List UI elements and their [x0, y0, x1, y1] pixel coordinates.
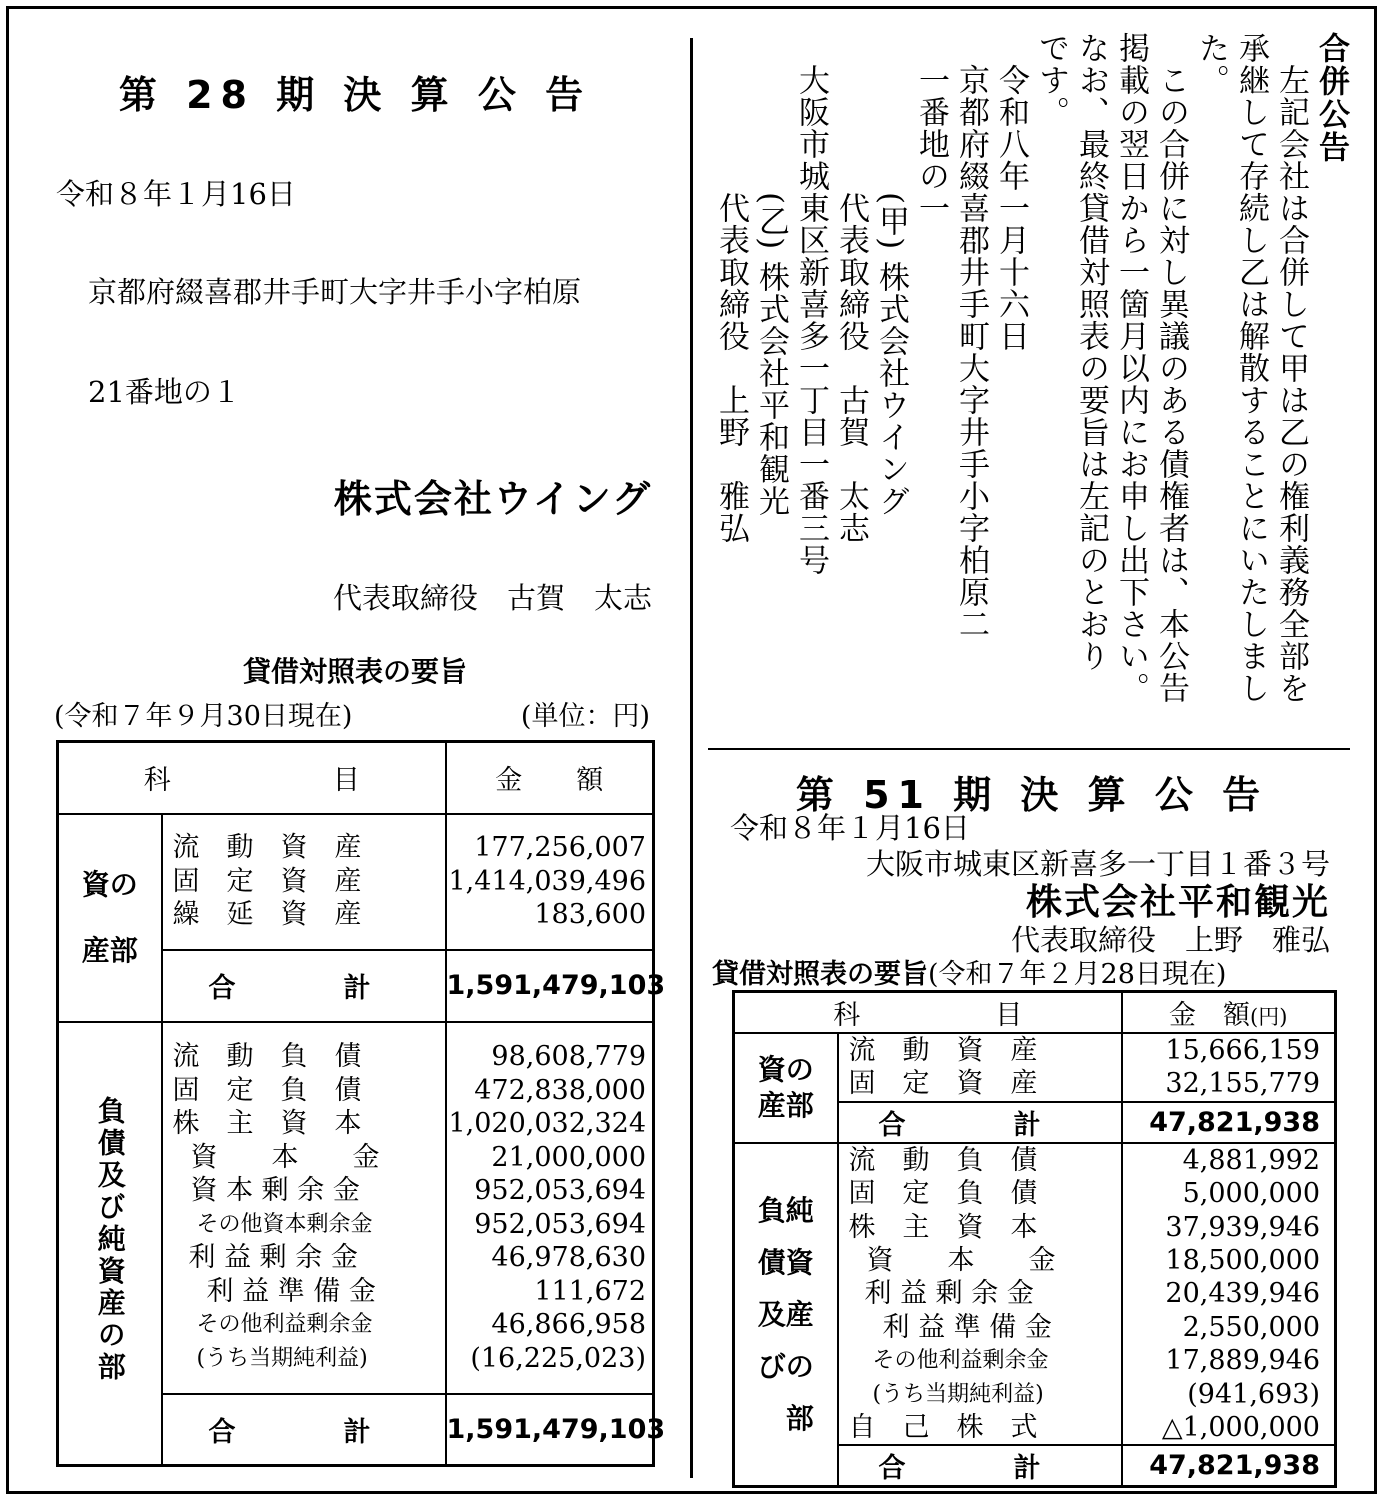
merger-notice-line: 掲載の翌日から一箇月以内にお申し出下さい。 [1113, 32, 1149, 704]
right-company-name: 株式会社平和観光 [1025, 882, 1330, 923]
liabilities-total-label: 合 計 [162, 1394, 446, 1466]
line-item: 固 定 資 産 [848, 1068, 1038, 1100]
left-bs-date: (令和７年９月30日現在) [54, 701, 353, 732]
line-item: 21,000,000 [491, 1141, 646, 1173]
line-item: △1,000,000 [1161, 1411, 1320, 1443]
line-item: 98,608,779 [491, 1041, 646, 1072]
merger-notice-line: 代表取締役 上野 雅弘 [713, 32, 749, 544]
line-item: 繰 延 資 産 [172, 899, 362, 931]
header-item: 科 目 [734, 992, 1122, 1034]
left-representative: 代表取締役 古賀 太志 [332, 581, 652, 615]
line-item: 自 己 株 式 [848, 1411, 1038, 1443]
line-item: その他利益剰余金 [196, 1312, 373, 1337]
merger-notice-line: 大阪市城東区新喜多一丁目一番三号 [793, 32, 829, 576]
line-item: 資 本 金 [190, 1141, 380, 1173]
assets-total-label: 合 計 [838, 1102, 1122, 1143]
assets-total: 47,821,938 [1122, 1102, 1336, 1143]
left-notice-date: 令和８年１月16日 [56, 177, 296, 211]
line-item: 20,439,946 [1165, 1278, 1320, 1310]
line-item: その他利益剰余金 [872, 1348, 1049, 1374]
line-item: 32,155,779 [1165, 1068, 1320, 1100]
line-item: 資 本 金 [866, 1244, 1056, 1276]
merger-notice-line: 承継して存続し乙は解散することにいたしまし [1233, 32, 1269, 704]
merger-notice-line: (甲) 株式会社ウイング [873, 32, 909, 518]
liabilities-section-label [58, 1022, 162, 1466]
merger-notice-line: 一番地の一 [913, 32, 949, 224]
liabilities-total: 1,591,479,103 [446, 1394, 654, 1466]
left-balance-sheet [56, 740, 666, 1467]
line-item: 1,020,032,324 [448, 1108, 646, 1139]
line-item: 流 動 資 産 [172, 832, 362, 864]
line-item: 固 定 負 債 [172, 1074, 362, 1106]
line-item: 固 定 資 産 [172, 865, 362, 897]
right-address: 大阪市城東区新喜多一丁目１番３号 [865, 847, 1330, 881]
right-bs-heading [712, 952, 1226, 991]
line-item: 472,838,000 [474, 1074, 646, 1106]
line-item: 利 益 剰 余 金 [188, 1242, 358, 1273]
merger-notice-line: 京都府綴喜郡井手町大字井手小字柏原二 [953, 32, 989, 640]
left-bs-unit: (単位：円) [520, 701, 650, 732]
line-item: 流 動 負 債 [848, 1144, 1038, 1176]
line-item: 18,500,000 [1165, 1244, 1320, 1276]
assets-section-label: 資の 産部 [58, 814, 162, 1022]
line-item: 183,600 [534, 899, 646, 931]
liabilities-items [838, 1143, 1122, 1446]
assets-items [162, 814, 446, 950]
header-amount: 金 額 [446, 742, 654, 814]
line-item: (うち当期純利益) [872, 1381, 1044, 1407]
merger-notice-title: 合併公告 [1313, 32, 1349, 164]
assets-total-label: 合 計 [162, 950, 446, 1022]
line-item: 37,939,946 [1165, 1211, 1320, 1243]
line-item: 株 主 資 本 [172, 1108, 362, 1139]
line-item: 利 益 準 備 金 [206, 1275, 376, 1307]
liabilities-values [1122, 1143, 1336, 1446]
liabilities-total: 47,821,938 [1122, 1445, 1336, 1487]
header-amount-text: 金 額 [1169, 1000, 1251, 1031]
line-item: 利 益 剰 余 金 [864, 1278, 1034, 1310]
header-unit: (円) [1250, 1005, 1288, 1029]
merger-notice-line: 令和八年一月十六日 [993, 32, 1029, 352]
right-balance-sheet [732, 990, 1337, 1488]
assets-total: 1,591,479,103 [446, 950, 654, 1022]
line-item: 4,881,992 [1182, 1144, 1320, 1176]
right-representative: 代表取締役 上野 雅弘 [1010, 923, 1330, 957]
left-notice-title: 第 28 期 決 算 公 告 [118, 73, 592, 117]
right-notice-date: 令和８年１月16日 [730, 811, 970, 845]
line-item: 952,053,694 [474, 1208, 646, 1240]
assets-section-label: 資の 産部 [734, 1033, 838, 1143]
liabilities-label-text: 負債及び純資産の部 [93, 1095, 127, 1384]
line-item: 5,000,000 [1182, 1178, 1320, 1210]
left-address-line1: 京都府綴喜郡井手町大字井手小字柏原 [88, 275, 582, 309]
merger-notice-line: 代表取締役 古賀 太志 [833, 32, 869, 544]
line-item: (16,225,023) [470, 1342, 646, 1374]
line-item: 流 動 負 債 [172, 1041, 362, 1072]
liabilities-total-label: 合 計 [838, 1445, 1122, 1487]
liabilities-items [162, 1022, 446, 1394]
right-bs-date: (令和７年２月28日現在) [928, 959, 1227, 990]
assets-values [1122, 1033, 1336, 1102]
left-company-name: 株式会社ウイング [333, 477, 652, 521]
line-item: 利 益 準 備 金 [882, 1311, 1052, 1343]
line-item: 177,256,007 [474, 832, 646, 864]
assets-values [446, 814, 654, 950]
line-item: 952,053,694 [474, 1175, 646, 1206]
header-amount [1122, 992, 1336, 1034]
column-divider [690, 38, 693, 1478]
merger-notice-line: です。 [1033, 32, 1069, 128]
line-item: (941,693) [1187, 1378, 1320, 1410]
line-item: 111,672 [534, 1275, 646, 1307]
right-notice-title: 第 51 期 決 算 公 告 [795, 773, 1269, 817]
line-item: 固 定 負 債 [848, 1178, 1038, 1210]
line-item: 流 動 資 産 [848, 1035, 1038, 1066]
line-item: 2,550,000 [1182, 1311, 1320, 1343]
line-item: 1,414,039,496 [448, 865, 646, 897]
line-item: 17,889,946 [1165, 1345, 1320, 1377]
right-bs-title: 貸借対照表の要旨 [712, 959, 928, 990]
line-item: 46,866,958 [491, 1309, 646, 1340]
merger-notice-line: 左記会社は合併して甲は乙の権利義務全部を [1273, 32, 1309, 704]
left-bs-title: 貸借対照表の要旨 [242, 655, 467, 688]
line-item: その他資本剰余金 [196, 1211, 373, 1237]
liabilities-values [446, 1022, 654, 1394]
line-item: 資 本 剰 余 金 [190, 1175, 360, 1206]
merger-notice-line: この合併に対し異議のある債権者は、本公告 [1153, 32, 1189, 704]
line-item: 15,666,159 [1165, 1035, 1320, 1066]
merger-notice-line: (乙) 株式会社平和観光 [753, 32, 789, 518]
header-item: 科 目 [58, 742, 446, 814]
assets-items [838, 1033, 1122, 1102]
merger-notice-line: なお、最終貸借対照表の要旨は左記のとおり [1073, 32, 1109, 672]
liabilities-section-label: 負純 債資 及産 びの 部 [734, 1143, 838, 1487]
line-item: 46,978,630 [491, 1242, 646, 1273]
section-divider [708, 748, 1350, 750]
line-item: (うち当期純利益) [196, 1345, 368, 1371]
merger-notice-line: た。 [1193, 32, 1229, 96]
left-address-line2: 21番地の１ [88, 375, 241, 409]
line-item: 株 主 資 本 [848, 1211, 1038, 1243]
